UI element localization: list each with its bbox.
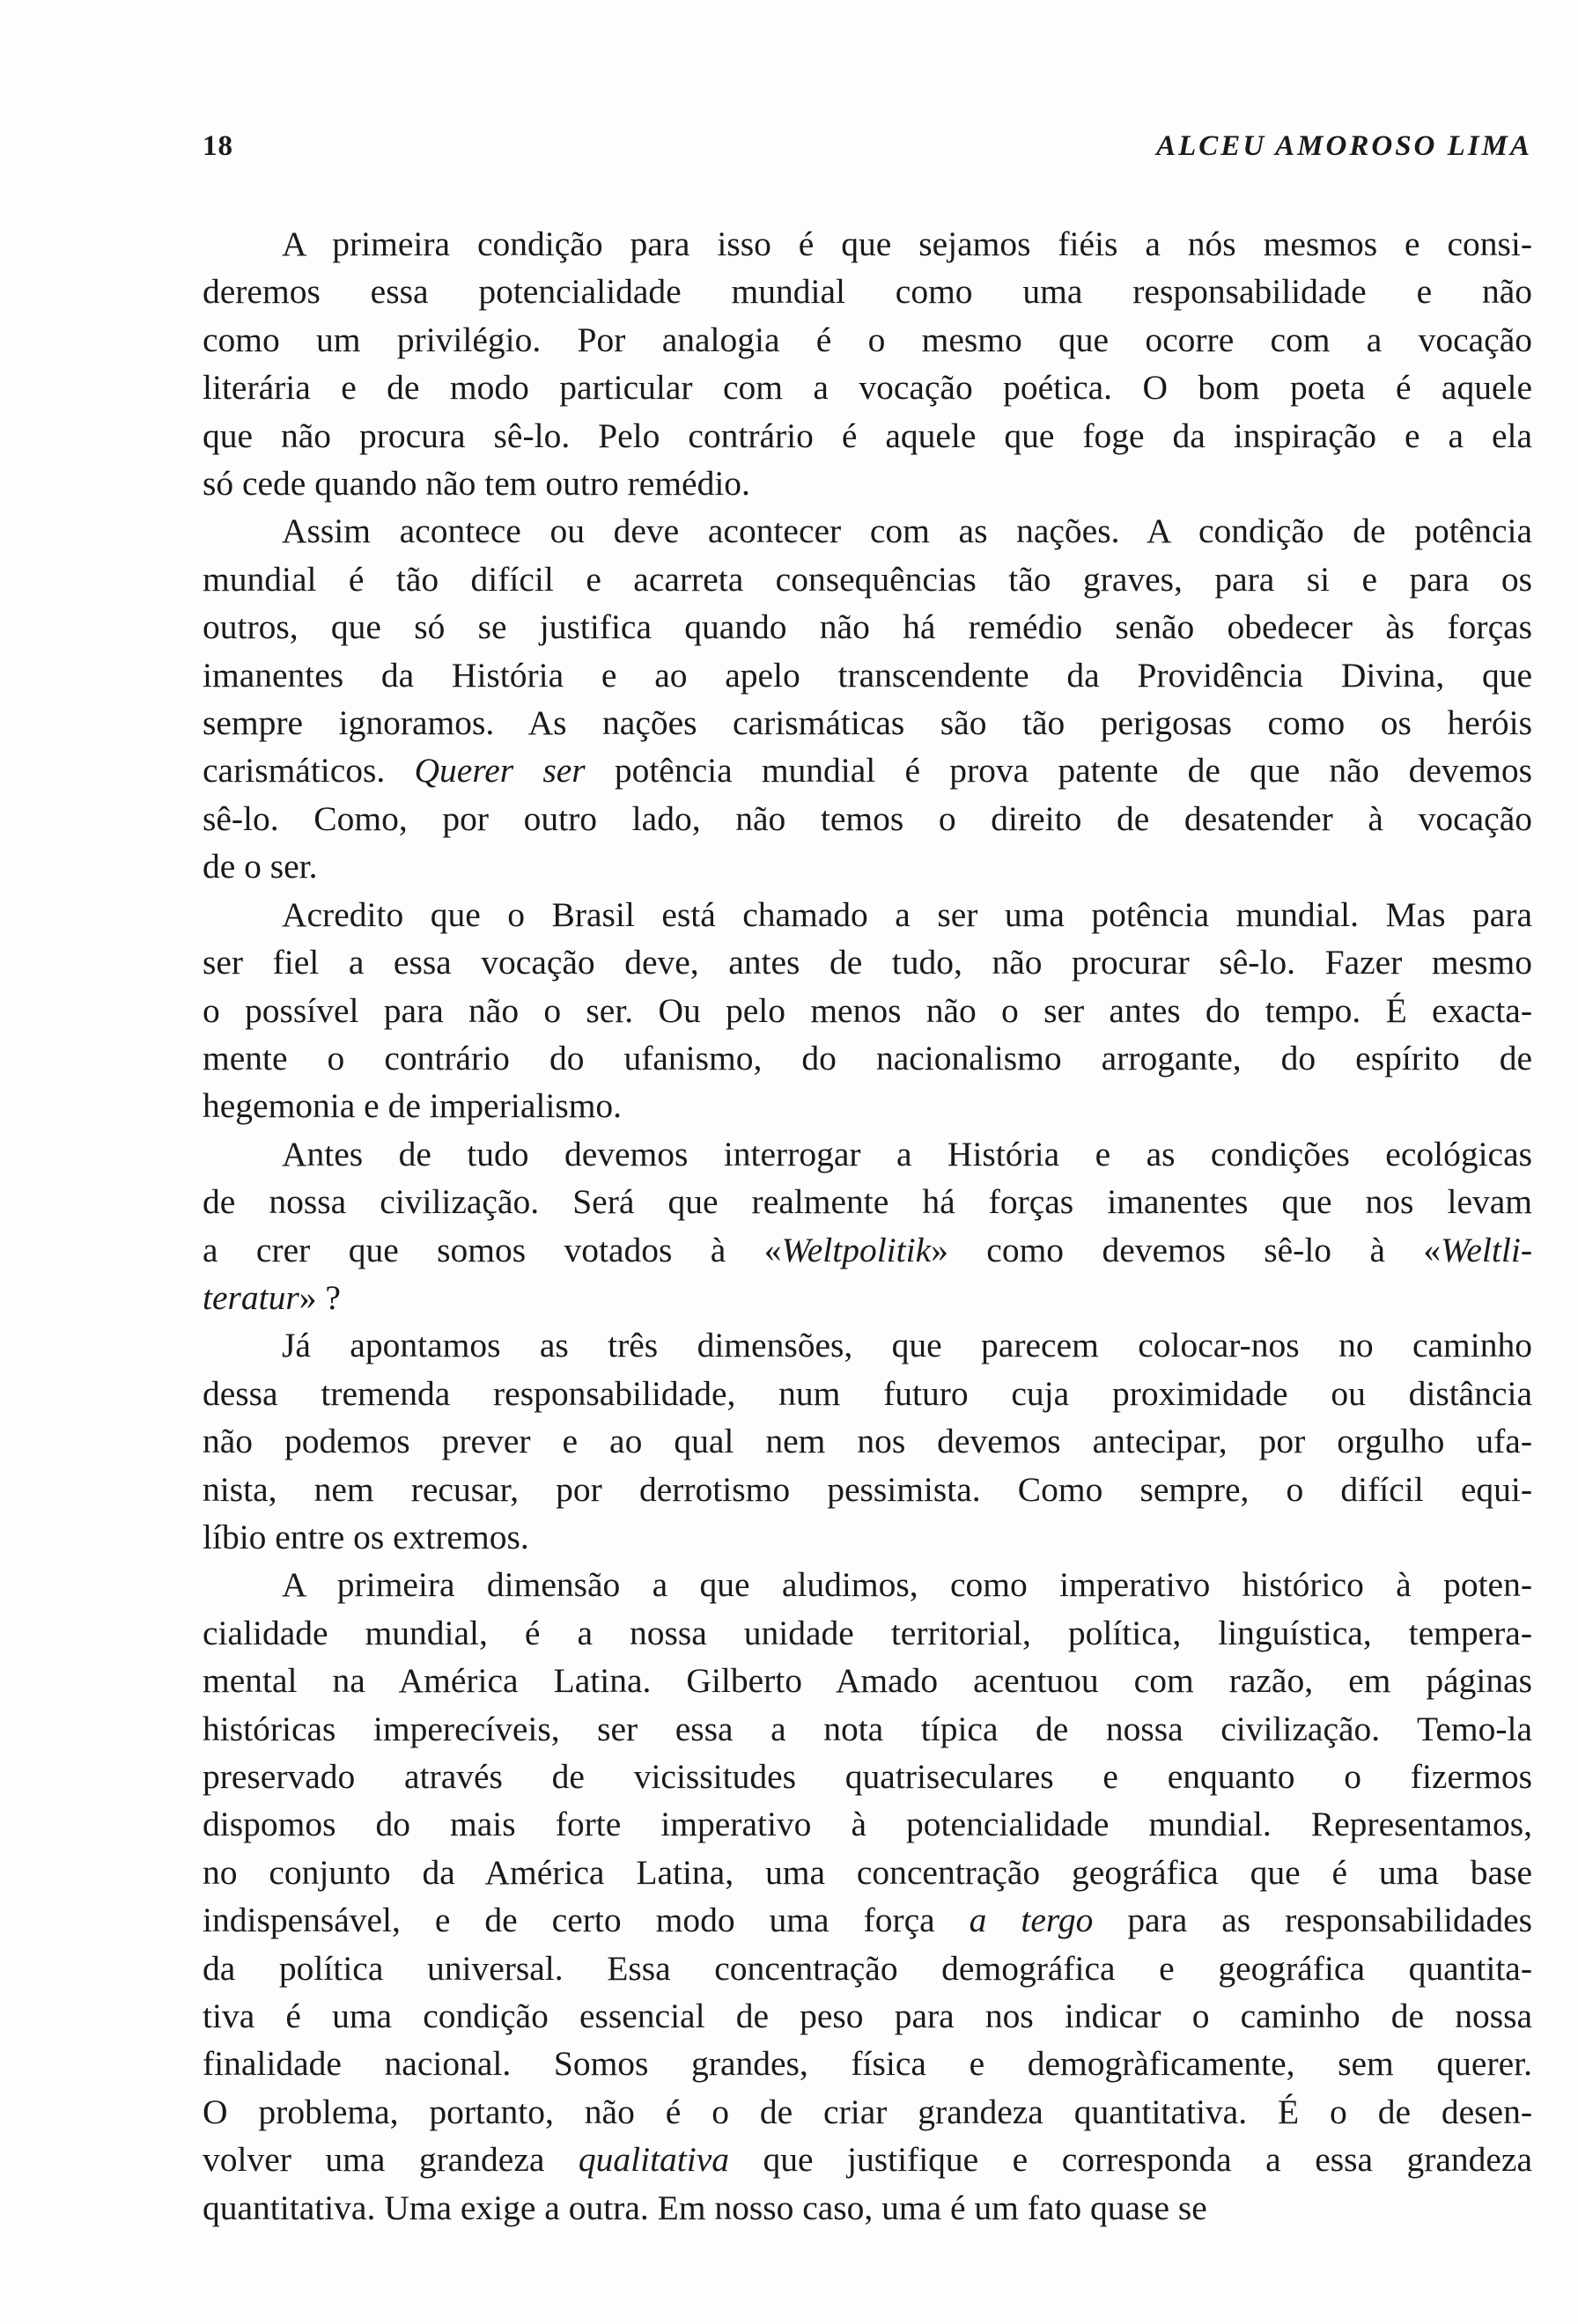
text-line (203, 555, 1532, 603)
text-run: no conjunto da América Latina, uma concentração geográfica que é uma base (203, 1852, 1532, 1892)
page-number: 18 (203, 130, 233, 162)
paragraph (203, 1321, 1532, 1561)
text-run: ser fiel a essa vocação deve, antes de tudo, não procurar sê-lo. Fazer mesmo (203, 943, 1532, 982)
text-run: que não procura sê-lo. Pelo contrário é aquele que foge da inspiração e a ela (203, 416, 1532, 455)
text-run: mente o contrário do ufanismo, do nacionalismo arrogante, do espírito de (203, 1038, 1532, 1077)
text-line (203, 746, 1532, 794)
text-run: líbio entre os extremos. (203, 1517, 529, 1556)
text-line (203, 1034, 1532, 1082)
italic-run: Weltpolitik (781, 1230, 932, 1269)
text-run: da política universal. Essa concentração demográfica e geográfica quantita- (203, 1948, 1532, 1988)
text-line (203, 603, 1532, 651)
text-line (203, 1753, 1532, 1800)
text-run: Acredito que o Brasil está chamado a ser uma potência mundial. Mas para (282, 894, 1532, 934)
text-run: o possível para não o ser. Ou pelo menos não o ser antes do tempo. É exacta- (203, 990, 1532, 1030)
text-line (203, 1417, 1532, 1465)
text-line (203, 842, 1532, 890)
text-run: históricas imperecíveis, ser essa a nota típica de nossa civilização. Temo-la (203, 1709, 1532, 1748)
text-line (203, 2184, 1532, 2232)
italic-run: qualitativa (578, 2140, 730, 2180)
text-line (203, 1130, 1532, 1178)
text-run: tiva é uma condição essencial de peso para nos indicar o caminho de nossa (203, 1997, 1532, 2036)
text-run: » como devemos sê-lo à « (931, 1230, 1442, 1269)
running-head: ALCEU AMOROSO LIMA (1156, 130, 1532, 162)
text-run: nista, nem recusar, por derrotismo pessimista. Como sempre, o difícil equi- (203, 1469, 1532, 1509)
text-line (203, 1513, 1532, 1561)
text-line (203, 1992, 1532, 2040)
text-line (203, 507, 1532, 555)
text-line (203, 1800, 1532, 1848)
text-line (203, 938, 1532, 986)
page-header (203, 130, 1532, 174)
paragraph (203, 507, 1532, 890)
text-run: literária e de modo particular com a vocação poética. O bom poeta é aquele (203, 368, 1532, 408)
text-run: finalidade nacional. Somos grandes, física e demogràficamente, sem querer. (203, 2044, 1532, 2084)
text-line (203, 651, 1532, 699)
text-run: de o ser. (203, 847, 318, 886)
text-line (203, 1657, 1532, 1704)
text-run: hegemonia e de imperialismo. (203, 1086, 623, 1126)
text-line (203, 891, 1532, 938)
text-line (203, 2088, 1532, 2136)
text-line (203, 1321, 1532, 1369)
text-run: O problema, portanto, não é o de criar grandeza quantitativa. É o de desen- (203, 2092, 1532, 2131)
italic-run: Weltli- (1441, 1230, 1532, 1269)
text-run: cialidade mundial, é a nossa unidade territorial, política, linguística, tempera- (203, 1613, 1532, 1652)
text-run: mental na América Latina. Gilberto Amado acentuou com razão, em páginas (203, 1661, 1532, 1701)
text-line (203, 1466, 1532, 1513)
italic-run: Querer ser (414, 751, 586, 791)
text-run: carismáticos. (203, 751, 415, 791)
text-run: como um privilégio. Por analogia é o mesmo que ocorre com a vocação (203, 320, 1532, 359)
text-run: para as responsabilidades (1093, 1901, 1532, 1940)
text-line (203, 268, 1532, 315)
text-line (203, 1226, 1532, 1274)
text-run: de nossa civilização. Será que realmente há forças imanentes que nos levam (203, 1182, 1532, 1222)
text-run: A primeira condição para isso é que sejamos fiéis a nós mesmos e consi- (282, 224, 1532, 263)
text-run: » ? (299, 1277, 341, 1317)
text-run: sê-lo. Como, por outro lado, não temos o direito de desatender à vocação (203, 798, 1532, 838)
text-run: outros, que só se justifica quando não há remédio senão obedecer às forças (203, 607, 1532, 647)
text-run: mundial é tão difícil e acarreta consequências tão graves, para si e para os (203, 559, 1532, 599)
text-line (203, 699, 1532, 746)
paragraph (203, 220, 1532, 507)
text-line (203, 2040, 1532, 2087)
text-line (203, 1370, 1532, 1417)
text-run: A primeira dimensão a que aludimos, como imperativo histórico à poten- (282, 1565, 1532, 1605)
text-line (203, 1849, 1532, 1896)
body-text (203, 220, 1532, 2232)
text-run: imanentes da História e ao apelo transcendente da Providência Divina, que (203, 655, 1532, 695)
text-line (203, 364, 1532, 411)
text-line (203, 2136, 1532, 2183)
text-line (203, 1082, 1532, 1129)
text-run: indispensável, e de certo modo uma força (203, 1901, 970, 1940)
text-line (203, 1705, 1532, 1753)
text-run: Já apontamos as três dimensões, que parecem colocar-nos no caminho (282, 1326, 1532, 1365)
text-run: que justifique e corresponda a essa grandeza (729, 2140, 1533, 2180)
text-line (203, 1561, 1532, 1608)
text-line (203, 1609, 1532, 1657)
text-run: volver uma grandeza (203, 2140, 579, 2180)
text-run: não podemos prever e ao qual nem nos devemos antecipar, por orgulho ufa- (203, 1422, 1532, 1461)
paragraph (203, 1561, 1532, 2232)
text-line (203, 1896, 1532, 1944)
paragraph (203, 891, 1532, 1130)
paragraph (203, 1130, 1532, 1322)
italic-run: teratur (203, 1277, 299, 1317)
text-line (203, 1274, 1532, 1321)
text-run: Antes de tudo devemos interrogar a História e as condições ecológicas (282, 1134, 1532, 1173)
text-run: potência mundial é prova patente de que não devemos (585, 751, 1532, 791)
text-run: dispomos do mais forte imperativo à potencialidade mundial. Representamos, (203, 1805, 1532, 1844)
text-run: preservado através de vicissitudes quatriseculares e enquanto o fizermos (203, 1757, 1532, 1796)
text-run: dessa tremenda responsabilidade, num futuro cuja proximidade ou distância (203, 1373, 1532, 1413)
text-line (203, 220, 1532, 268)
text-line (203, 412, 1532, 460)
text-line (203, 1945, 1532, 1992)
text-run: sempre ignoramos. As nações carismáticas são tão perigosas como os heróis (203, 703, 1532, 743)
text-run: Assim acontece ou deve acontecer com as nações. A condição de potência (282, 511, 1532, 551)
text-line (203, 1178, 1532, 1225)
text-line (203, 795, 1532, 842)
text-run: só cede quando não tem outro remédio. (203, 464, 750, 504)
text-line (203, 460, 1532, 507)
text-line (203, 316, 1532, 364)
text-line (203, 987, 1532, 1034)
text-run: a crer que somos votados à « (203, 1230, 782, 1269)
italic-run: a tergo (969, 1901, 1094, 1940)
text-run: quantitativa. Uma exige a outra. Em nosso caso, uma é um fato quase se (203, 2188, 1207, 2227)
text-run: deremos essa potencialidade mundial como uma responsabilidade e não (203, 272, 1532, 312)
